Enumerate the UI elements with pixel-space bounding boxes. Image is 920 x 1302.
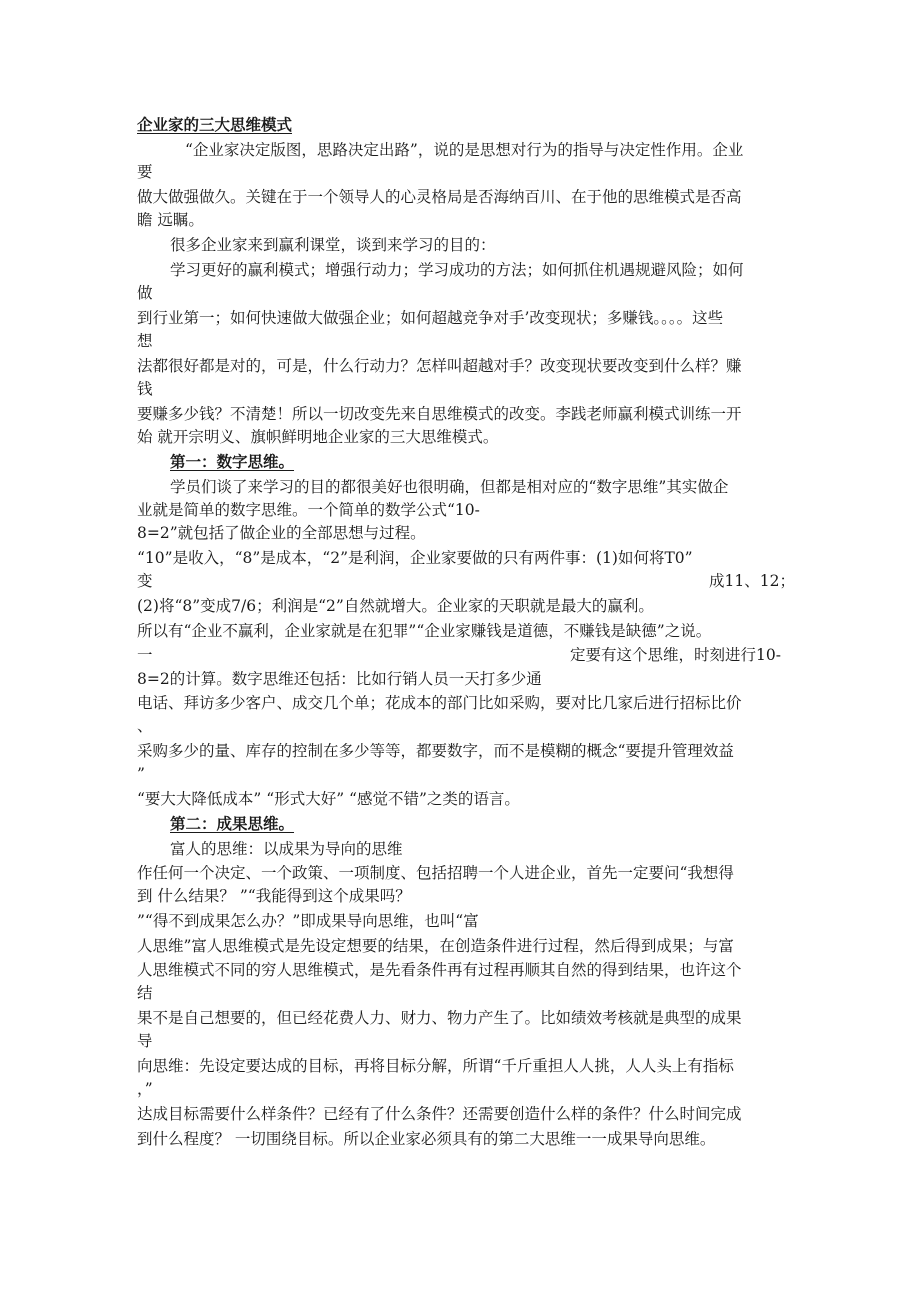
paragraph-line: 作任何一个决定、一个政策、一项制度、包括招聘一个人进企业，首先一定要问“我想得 <box>137 864 734 882</box>
paragraph-line: 定要有这个思维，时刻进行10- <box>570 646 781 664</box>
paragraph-line: 做大做强做久。关键在于一个领导人的心灵格局是否海纳百川、在于他的思维模式是否高 <box>137 188 742 206</box>
paragraph-line: 想 <box>137 332 153 350</box>
paragraph-line: 富人的思维：以成果为导向的思维 <box>170 840 403 858</box>
paragraph-line: ”“得不到成果怎么办？”即成果导向思维，也叫“富 <box>137 912 479 930</box>
document-title: 企业家的三大思维模式 <box>137 115 293 134</box>
paragraph-line: 采购多少的量、库存的控制在多少等等，都要数字，而不是模糊的概念“要提升管理效益 <box>137 742 734 760</box>
paragraph-line: ” <box>137 765 145 783</box>
paragraph-line: 8=2”就包括了做企业的全部思想与过程。 <box>137 524 426 542</box>
paragraph-line: “10”是收入，“8”是成本，“2”是利润，企业家要做的只有两件事：(1)如何将T0” <box>137 549 693 567</box>
paragraph-line: 向思维：先设定要达成的目标，再将目标分解，所谓“千斤重担人人挑，人人头上有指标 <box>137 1057 734 1075</box>
paragraph-line: 导 <box>137 1032 153 1050</box>
paragraph-line: 始 就开宗明义、旗帜鲜明地企业家的三大思维模式。 <box>137 428 499 446</box>
paragraph-line: 变 <box>137 572 153 590</box>
paragraph-line: 做 <box>137 284 153 302</box>
paragraph-line: 学习更好的赢利模式；增强行动力；学习成功的方法；如何抓住机遇规避风险；如何 <box>170 261 744 279</box>
paragraph-line: “要大大降低成本” “形式大好” “感觉不错”之类的语言。 <box>137 790 520 808</box>
paragraph-line: 要赚多少钱？不清楚！所以一切改变先来自思维模式的改变。李践老师赢利模式训练一开 <box>137 405 742 423</box>
paragraph-line: 所以有“企业不赢利，企业家就是在犯罪”“企业家赚钱是道德，不赚钱是缺德”之说。 <box>137 622 712 640</box>
paragraph-line: (2)将“8”变成7/6；利润是“2”自然就增大。企业家的天职就是最大的赢利。 <box>137 597 654 615</box>
paragraph-line: 到什么程度？ 一切围绕目标。所以企业家必须具有的第二大思维一一成果导向思维。 <box>137 1130 716 1148</box>
section-heading-numeric-thinking: 第一：数字思维。 <box>170 452 295 471</box>
paragraph-line: ，” <box>137 1080 153 1098</box>
paragraph-line: 成11、12； <box>709 572 795 590</box>
paragraph-line: 学员们谈了来学习的目的都很美好也很明确，但都是相对应的“数字思维”其实做企 <box>170 478 729 496</box>
paragraph-line: 结 <box>137 984 153 1002</box>
paragraph-line: 到行业第一；如何快速做大做强企业；如何超越竞争对手’改变现状；多赚钱。。。。这些 <box>137 309 724 327</box>
paragraph-line: 果不是自己想要的，但已经花费人力、财力、物力产生了。比如绩效考核就是典型的成果 <box>137 1009 742 1027</box>
paragraph-line: 一 <box>137 646 153 664</box>
paragraph-line: 人思维模式不同的穷人思维模式，是先看条件再有过程再顺其自然的得到结果，也许这个 <box>137 961 742 979</box>
paragraph-line: 到 什么结果？ ”“我能得到这个成果吗？ <box>137 887 411 905</box>
paragraph-line: 很多企业家来到赢利课堂，谈到来学习的目的： <box>170 236 496 254</box>
paragraph-line: 要 <box>137 163 153 181</box>
paragraph-line: 8=2的计算。数字思维还包括：比如行销人员一天打多少通 <box>137 670 542 688</box>
paragraph-line: 电话、拜访多少客户、成交几个单；花成本的部门比如采购，要对比几家后进行招标比价 <box>137 694 742 712</box>
section-heading-result-thinking: 第二：成果思维。 <box>170 814 295 833</box>
paragraph-line: 达成目标需要什么样条件？已经有了什么条件？还需要创造什么样的条件？什么时间完成 <box>137 1105 742 1123</box>
paragraph-line: “企业家决定版图，思路决定出路”，说的是思想对行为的指导与决定性作用。企业 <box>185 141 744 159</box>
paragraph-line: 法都很好都是对的，可是，什么行动力？怎样叫超越对手？改变现状要改变到什么样？赚 <box>137 357 742 375</box>
paragraph-line: 业就是简单的数字思维。一个简单的数学公式“10- <box>137 501 480 519</box>
paragraph-line: 瞻 远瞩。 <box>137 211 204 229</box>
paragraph-line: 钱 <box>137 380 153 398</box>
paragraph-line: 人思维”富人思维模式是先设定想要的结果，在创造条件进行过程，然后得到成果；与富 <box>137 937 734 955</box>
paragraph-line: 、 <box>137 717 153 735</box>
